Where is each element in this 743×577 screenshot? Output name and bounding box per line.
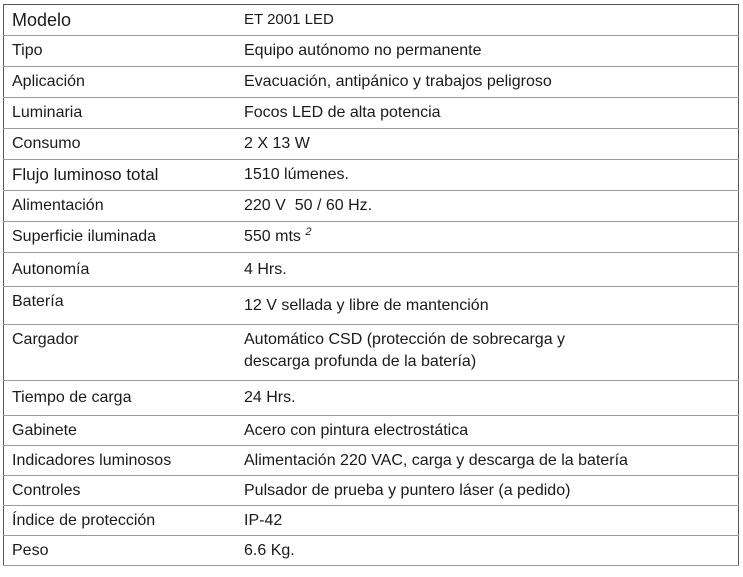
spec-value-text: 550 mts [244, 228, 301, 245]
spec-row-tiempo-carga [4, 381, 739, 416]
spec-value: IP-42 [244, 511, 283, 529]
spec-row-controles [4, 476, 739, 506]
spec-row-autonomia [4, 253, 739, 287]
spec-value: Equipo autónomo no permanente [244, 42, 482, 59]
spec-label: Consumo [12, 135, 81, 152]
spec-row-indicadores [4, 446, 739, 476]
spec-row-modelo [4, 5, 739, 36]
spec-row-superficie [4, 222, 739, 253]
spec-row-bateria [4, 287, 739, 325]
spec-value: Focos LED de alta potencia [244, 104, 441, 121]
spec-value: Evacuación, antipánico y trabajos peligroso [244, 73, 552, 90]
spec-label: Batería [12, 293, 64, 310]
spec-value: ET 2001 LED [244, 11, 334, 28]
spec-label: Cargador [12, 331, 79, 348]
spec-label: Gabinete [12, 421, 77, 439]
spec-label: Alimentación [12, 197, 104, 214]
spec-value-line: Automático CSD (protección de sobrecarga y [244, 331, 566, 348]
spec-row-tipo [4, 36, 739, 67]
spec-row-consumo [4, 129, 739, 160]
spec-label: Índice de protección [12, 511, 156, 529]
spec-label: Superficie iluminada [12, 228, 157, 245]
spec-row-aplicacion [4, 67, 739, 98]
spec-label: Modelo [12, 10, 72, 30]
spec-label: Peso [12, 541, 49, 559]
spec-value: 24 Hrs. [244, 389, 296, 406]
spec-value: Pulsador de prueba y puntero láser (a pedido) [244, 481, 571, 499]
spec-row-alimentacion [4, 191, 739, 222]
spec-value-line: descarga profunda de la batería) [244, 353, 477, 370]
spec-row-proteccion [4, 506, 739, 536]
spec-value: 1510 lúmenes. [244, 166, 349, 183]
spec-label: Indicadores luminosos [12, 451, 172, 469]
spec-value: Alimentación 220 VAC, carga y descarga de la batería [244, 451, 628, 469]
spec-label: Tipo [12, 42, 43, 59]
spec-row-cargador [4, 325, 739, 381]
spec-value-superscript: 2 [305, 226, 312, 238]
spec-value: 6.6 Kg. [244, 541, 295, 559]
spec-value [244, 222, 739, 253]
spec-row-luminaria [4, 98, 739, 129]
spec-value: 4 Hrs. [244, 260, 287, 278]
spec-label: Luminaria [12, 104, 83, 121]
spec-row-flujo [4, 160, 739, 191]
spec-value: 2 X 13 W [244, 135, 310, 152]
spec-label: Autonomía [12, 260, 90, 278]
spec-value: 12 V sellada y libre de mantención [244, 296, 489, 314]
spec-label: Tiempo de carga [12, 389, 132, 406]
spec-label: Aplicación [12, 73, 85, 90]
spec-row-peso [4, 536, 739, 566]
spec-value [244, 325, 739, 381]
spec-label: Flujo luminoso total [12, 165, 159, 184]
spec-value: Acero con pintura electrostática [244, 421, 469, 439]
spec-value: 220 V 50 / 60 Hz. [244, 197, 373, 214]
spec-row-gabinete [4, 416, 739, 446]
spec-label: Controles [12, 481, 81, 499]
spec-table [3, 4, 739, 566]
